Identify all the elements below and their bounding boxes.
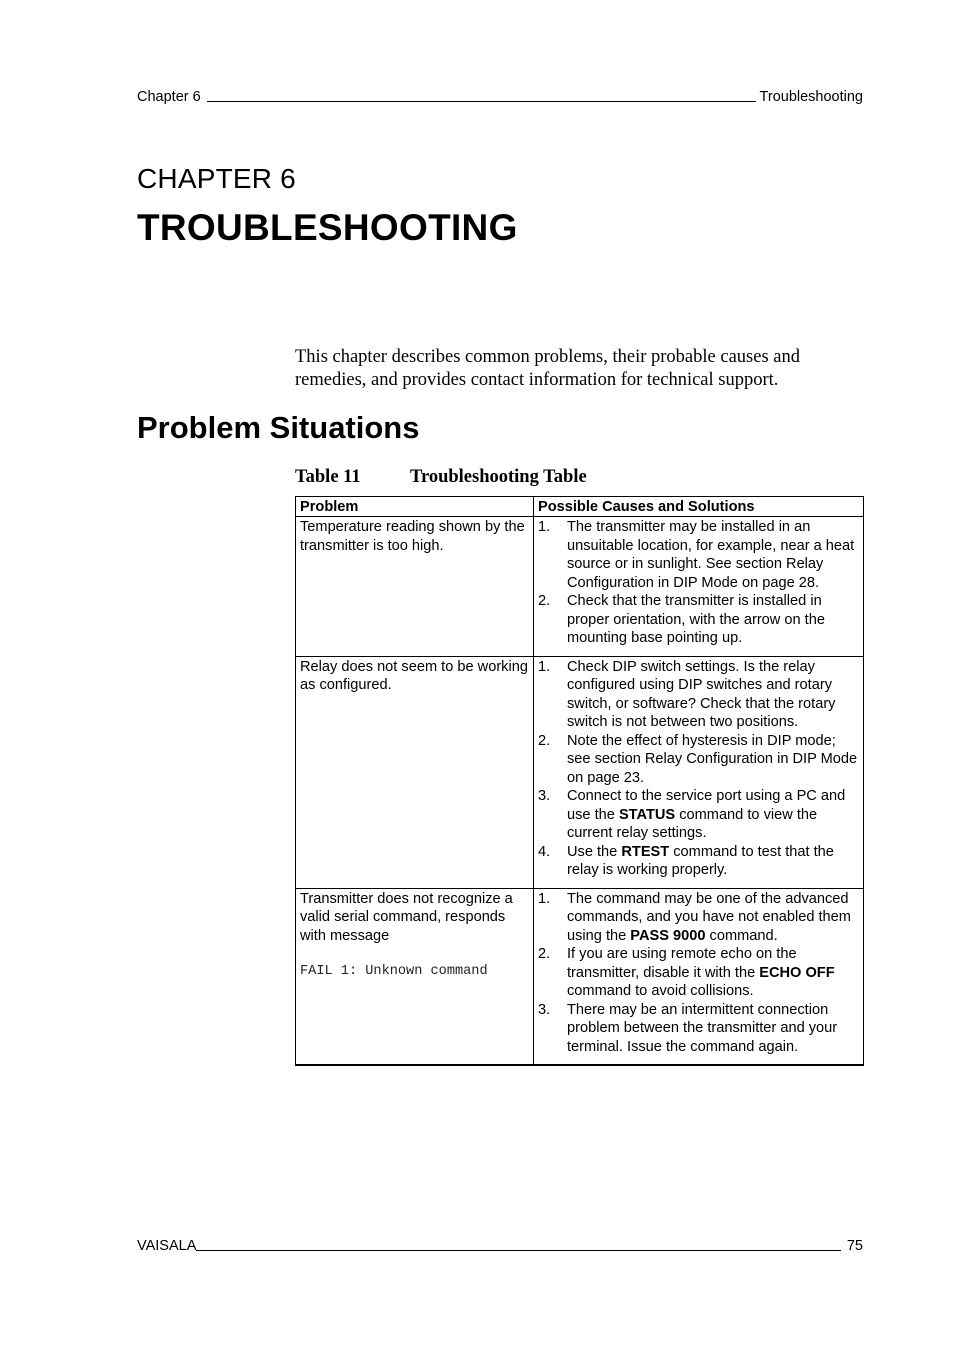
list-item xyxy=(538,518,859,592)
item-text: The command may be one of the advanced commands, and you have not enabled them using the PASS 9000 command. xyxy=(567,890,851,944)
solutions-cell xyxy=(534,656,864,888)
list-item xyxy=(538,592,859,648)
page-number: 75 xyxy=(846,1238,863,1254)
command-name: ECHO OFF xyxy=(759,964,835,981)
item-text: There may be an intermittent connection problem between the transmitter and your terminal. Issue the command again. xyxy=(567,1001,838,1055)
command-name: STATUS xyxy=(618,806,676,823)
header-section: Troubleshooting xyxy=(759,89,863,105)
table-row xyxy=(296,517,864,657)
header-rule xyxy=(207,101,756,102)
solutions-list xyxy=(538,890,859,1057)
chapter-label: CHAPTER 6 xyxy=(137,163,296,194)
column-header-solutions: Possible Causes and Solutions xyxy=(534,497,864,517)
table-caption-title: Troubleshooting Table xyxy=(410,467,587,487)
table-row xyxy=(296,888,864,1065)
item-text: Note the effect of hysteresis in DIP mode; see section Relay Configuration in DIP Mode on page 23. xyxy=(567,732,858,786)
item-text: The transmitter may be installed in an unsuitable location, for example, near a heat source or in sunlight. See section Relay Configuration in DIP Mode on page 28. xyxy=(567,519,855,591)
running-footer xyxy=(137,1238,863,1254)
problem-cell: Relay does not seem to be working as configured. xyxy=(296,656,534,888)
list-item xyxy=(538,945,859,1001)
section-title: Problem Situations xyxy=(137,410,420,445)
item-number: 1. xyxy=(538,658,551,675)
list-item xyxy=(538,843,859,880)
table-caption xyxy=(295,467,587,488)
list-item xyxy=(538,890,859,946)
solutions-cell xyxy=(534,888,864,1065)
problem-text: Transmitter does not recognize a valid serial command, responds with message xyxy=(300,890,513,944)
error-message-code: FAIL 1: Unknown command xyxy=(300,964,488,979)
chapter-title: TROUBLESHOOTING xyxy=(137,207,518,248)
item-number: 2. xyxy=(538,946,551,962)
item-number: 1. xyxy=(538,519,551,535)
list-item xyxy=(538,787,859,843)
item-number: 4. xyxy=(538,843,551,860)
item-text: Connect to the service port using a PC and use the STATUS command to view the current relay settings. xyxy=(567,788,846,841)
footer-rule xyxy=(196,1250,840,1251)
header-chapter: Chapter 6 xyxy=(137,89,201,105)
column-header-problem: Problem xyxy=(296,497,534,517)
list-item xyxy=(538,658,859,732)
item-text: If you are using remote echo on the transmitter, disable it with the ECHO OFF command to avoid collisions. xyxy=(567,946,835,999)
footer-company: VAISALA xyxy=(137,1238,197,1254)
intro-paragraph: This chapter describes common problems, their probable causes and remedies, and provides contact information for technical support. xyxy=(295,347,800,390)
troubleshooting-table xyxy=(295,496,864,1066)
list-item xyxy=(538,1001,859,1057)
table-header-row xyxy=(296,497,864,517)
list-item xyxy=(538,732,859,788)
item-number: 3. xyxy=(538,1001,551,1018)
item-number: 3. xyxy=(538,788,551,804)
problem-cell: Temperature reading shown by the transmitter is too high. xyxy=(296,517,534,657)
item-number: 1. xyxy=(538,890,551,907)
item-number: 2. xyxy=(538,732,551,749)
item-text: Check that the transmitter is installed in proper orientation, with the arrow on the mounting base pointing up. xyxy=(567,593,825,646)
item-text: Use the RTEST command to test that the relay is working properly. xyxy=(567,843,834,878)
problem-cell xyxy=(296,888,534,1065)
command-name: RTEST xyxy=(621,843,670,860)
running-header xyxy=(137,89,863,105)
solutions-list xyxy=(538,658,859,880)
item-text: Check DIP switch settings. Is the relay configured using DIP switches and rotary switch, or software? Check that the rotary switch is not between two positions. xyxy=(567,658,836,730)
solutions-list xyxy=(538,518,859,648)
solutions-cell xyxy=(534,517,864,657)
table-row xyxy=(296,656,864,888)
command-name: PASS 9000 xyxy=(630,927,706,944)
item-number: 2. xyxy=(538,593,551,609)
table-caption-number: Table 11 xyxy=(295,467,361,487)
